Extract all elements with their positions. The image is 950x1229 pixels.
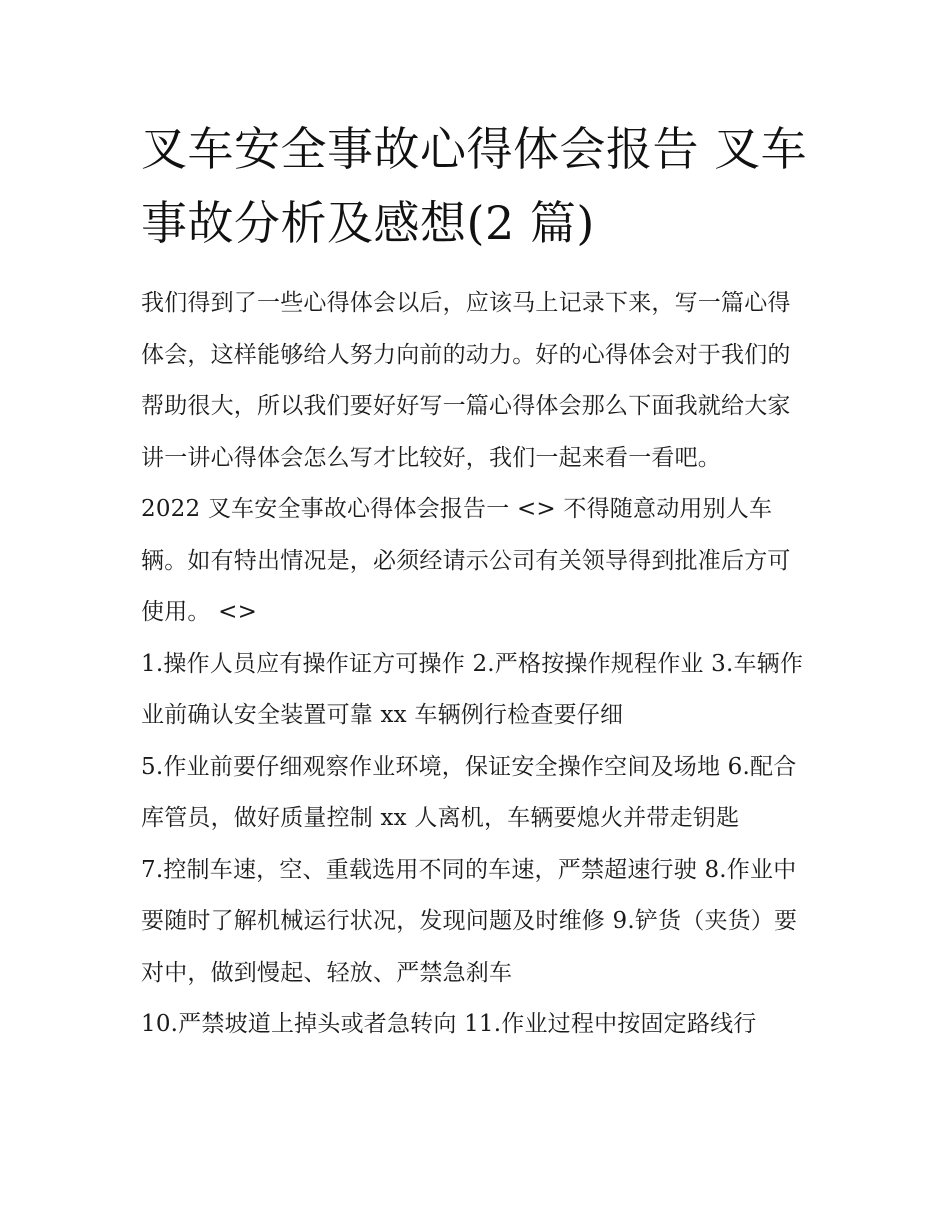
rules-paragraph-4: 10.严禁坡道上掉头或者急转向 11.作业过程中按固定路线行 [141, 1011, 757, 1037]
rules-paragraph-2: 5.作业前要仔细观察作业环境，保证安全操作空间及场地 6.配合库管员，做好质量控制 xx 人离机，车辆要熄火并带走钥匙 [141, 753, 797, 831]
rules-paragraph-3: 7.控制车速，空、重载选用不同的车速，严禁超速行驶 8.作业中要随时了解机械运行状况，发现问题及时维修 9.铲货（夹货）要对中，做到慢起、轻放、严禁急刹车 [141, 856, 798, 986]
intro-paragraph: 我们得到了一些心得体会以后，应该马上记录下来，写一篇心得体会，这样能够给人努力向前的动力。好的心得体会对于我们的帮助很大，所以我们要好好写一篇心得体会那么下面我就给大家讲一讲心得体会怎么写才比较好，我们一起来看一看吧。 [141, 290, 791, 471]
document-title: 叉车安全事故心得体会报告 叉车事故分析及感想(2 篇) [141, 122, 808, 250]
report-paragraph-1: 2022 叉车安全事故心得体会报告一 <> 不得随意动用别人车辆。如有特出情况是，必须经请示公司有关领导得到批准后方可使用。 <> [141, 496, 791, 625]
document-page [141, 112, 813, 1051]
rules-paragraph-1: 1.操作人员应有操作证方可操作 2.严格按操作规程作业 3.车辆作业前确认安全装置可靠 xx 车辆例行检查要仔细 [141, 650, 804, 728]
